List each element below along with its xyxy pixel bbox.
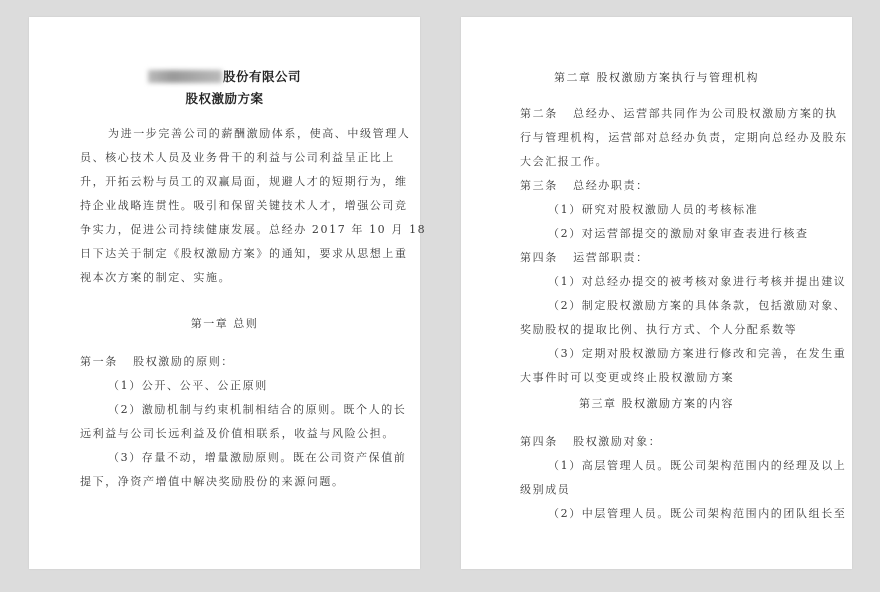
article-3-item: （1）研究对股权激励人员的考核标准 — [548, 203, 759, 216]
article-4a-item: 奖励股权的提取比例、执行方式、个人分配系数等 — [520, 323, 798, 336]
chapter-3-title: 第三章 股权激励方案的内容 — [579, 397, 734, 410]
article-text: 运营部职责： — [573, 251, 649, 264]
chapter-2-title: 第二章 股权激励方案执行与管理机构 — [554, 71, 759, 84]
company-name-title — [29, 67, 420, 85]
article-text: 总经办、运营部共同作为公司股权激励方案的执 — [573, 107, 838, 120]
intro-line: 持企业战略连贯性。吸引和保留关键技术人才，增强公司竞 — [80, 199, 408, 212]
article-text: 股权激励的原则： — [133, 355, 234, 368]
article-3-item: （2）对运营部提交的激励对象审查表进行核查 — [548, 227, 809, 240]
article-1-item: 提下，净资产增值中解决奖励股份的来源问题。 — [80, 475, 345, 488]
article-4b-item: （1）高层管理人员。既公司架构范围内的经理及以上 — [548, 459, 847, 472]
article-4a-item: （3）定期对股权激励方案进行修改和完善，在发生重 — [548, 347, 847, 360]
article-4b-item: 级别成员 — [520, 483, 571, 496]
company-suffix: 股份有限公司 — [222, 69, 301, 84]
article-3-heading — [520, 179, 649, 193]
intro-line: 为进一步完善公司的薪酬激励体系，使高、中级管理人 — [108, 127, 411, 140]
intro-line: 争实力，促进公司持续健康发展。总经办 2017 年 10 月 18 — [80, 223, 427, 236]
intro-line: 升，开拓云粉与员工的双赢局面，规避人才的短期行为，维 — [80, 175, 408, 188]
article-4a-item: （1）对总经办提交的被考核对象进行考核并提出建议 — [548, 275, 847, 288]
chapter-1-title: 第一章 总则 — [190, 317, 259, 330]
article-1-item: （3）存量不动，增量激励原则。既在公司资产保值前 — [108, 451, 407, 464]
article-4b-heading — [520, 435, 661, 449]
article-1-item: （2）激励机制与约束机制相结合的原则。既个人的长 — [108, 403, 407, 416]
article-4a-item: 大事件时可以变更或终止股权激励方案 — [520, 371, 735, 384]
article-1-item: 远利益与公司长远利益及价值相联系，收益与风险公担。 — [80, 427, 395, 440]
document-page-right — [461, 17, 852, 569]
article-4b-item: （2）中层管理人员。既公司架构范围内的团队组长至 — [548, 507, 847, 520]
intro-line: 视本次方案的制定、实施。 — [80, 271, 232, 284]
article-label: 第四条 — [520, 251, 558, 264]
document-title: 股权激励方案 — [185, 91, 264, 106]
redacted-company-name — [148, 70, 222, 83]
intro-line: 员、核心技术人员及业务骨干的利益与公司利益呈正比上 — [80, 151, 395, 164]
article-2-line: 大会汇报工作。 — [520, 155, 609, 168]
article-text: 总经办职责： — [573, 179, 649, 192]
article-label: 第四条 — [520, 435, 558, 448]
article-label: 第三条 — [520, 179, 558, 192]
article-2-line: 行与管理机构，运营部对总经办负责，定期向总经办及股东 — [520, 131, 848, 144]
article-2-heading — [520, 107, 838, 121]
article-label: 第一条 — [80, 355, 118, 368]
article-text: 股权激励对象： — [573, 435, 662, 448]
intro-line: 日下达关于制定《股权激励方案》的通知，要求从思想上重 — [80, 247, 408, 260]
article-1-heading — [80, 355, 234, 369]
article-4a-item: （2）制定股权激励方案的具体条款，包括激励对象、 — [548, 299, 847, 312]
document-page-left — [29, 17, 427, 569]
article-label: 第二条 — [520, 107, 558, 120]
article-1-item: （1）公开、公平、公正原则 — [108, 379, 268, 392]
article-4a-heading — [520, 251, 649, 265]
